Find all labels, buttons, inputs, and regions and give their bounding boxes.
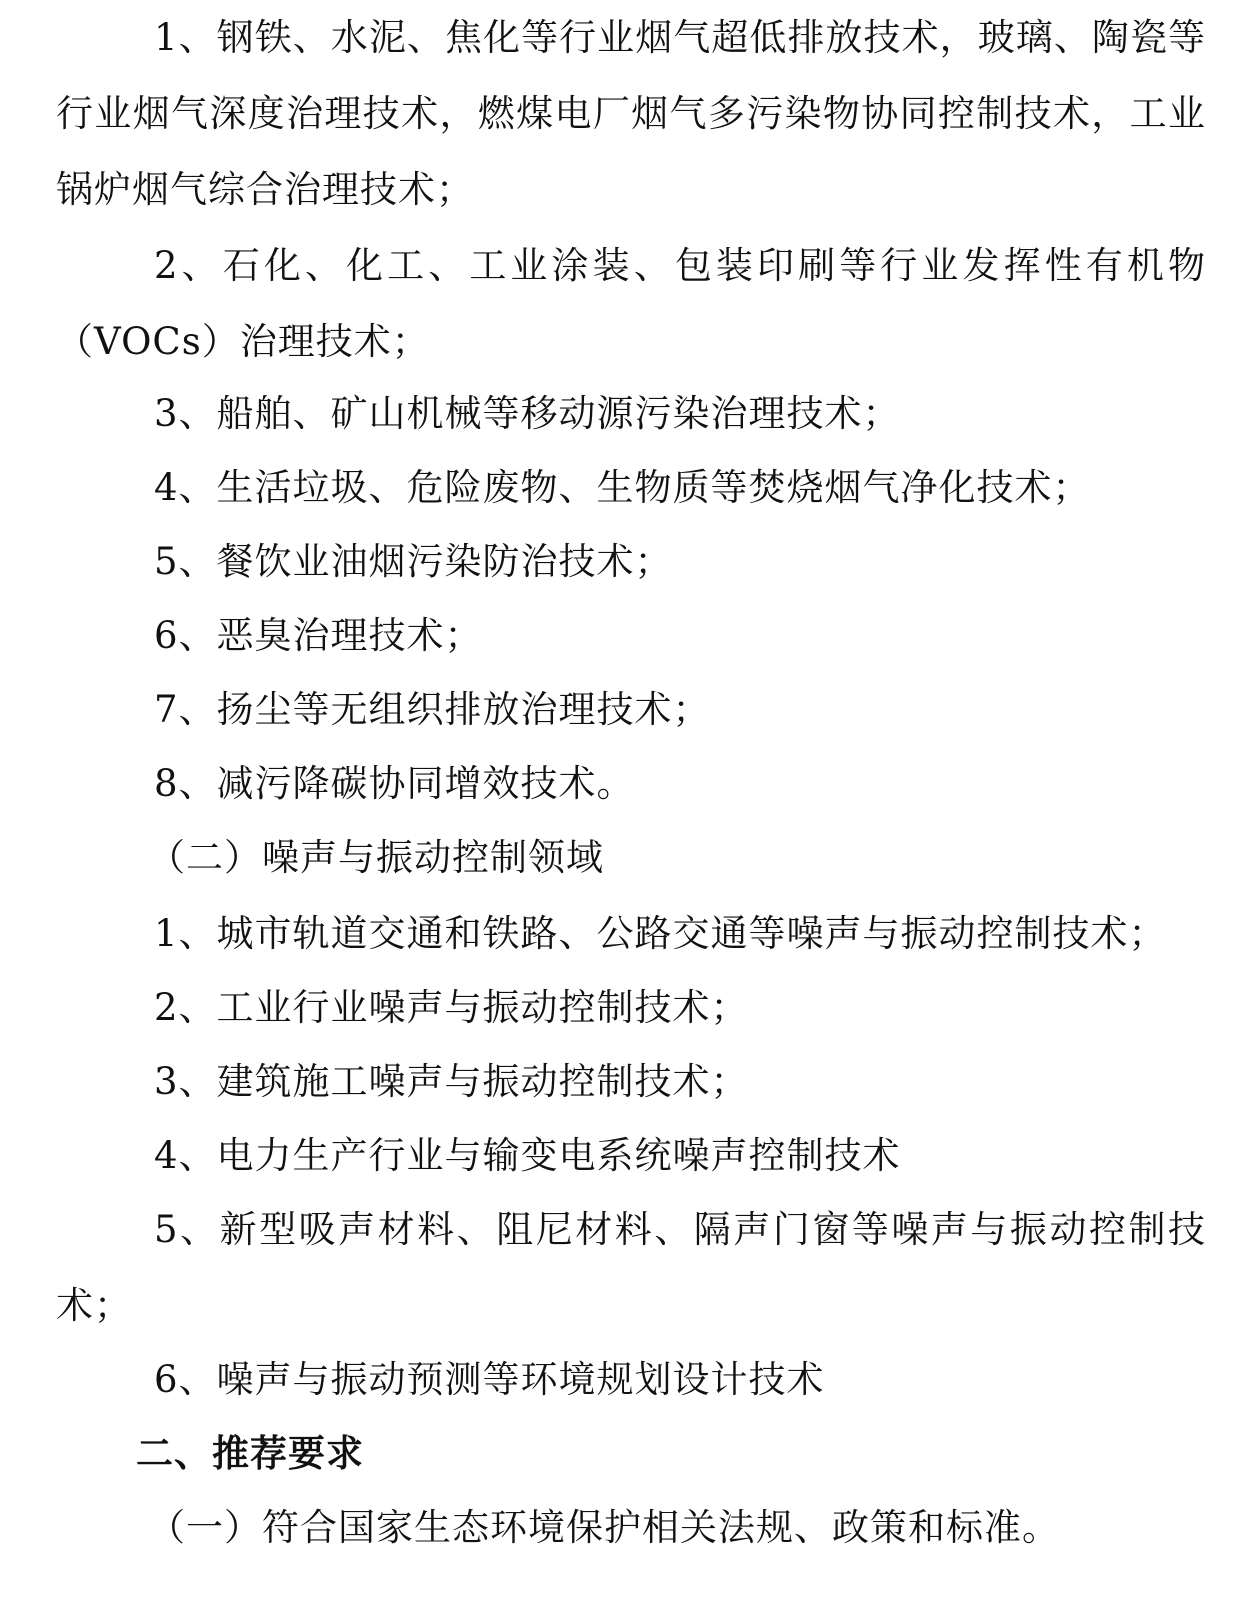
- paragraph-noise-5: 5、新型吸声材料、阻尼材料、隔声门窗等噪声与振动控制技术；: [56, 1208, 1206, 1327]
- paragraph-air-8: 8、减污降碳协同增效技术。: [154, 762, 635, 805]
- paragraph-air-1: 1、钢铁、水泥、焦化等行业烟气超低排放技术，玻璃、陶瓷等行业烟气深度治理技术，燃煤电厂烟气多污染物协同控制技术，工业锅炉烟气综合治理技术；: [56, 16, 1206, 211]
- paragraph-air-6: 6、恶臭治理技术；: [154, 614, 483, 657]
- paragraph-noise-4: 4、电力生产行业与输变电系统噪声控制技术: [154, 1134, 901, 1177]
- paragraph-air-7: 7、扬尘等无组织排放治理技术；: [154, 688, 711, 731]
- paragraph-air-2: 2、石化、化工、工业涂装、包装印刷等行业发挥性有机物（VOCs）治理技术；: [56, 244, 1206, 363]
- paragraph-air-5: 5、餐饮业油烟污染防治技术；: [154, 540, 673, 583]
- paragraph-air-3: 3、船舶、矿山机械等移动源污染治理技术；: [154, 392, 901, 435]
- paragraph-noise-2: 2、工业行业噪声与振动控制技术；: [154, 986, 749, 1029]
- section-heading-noise: （二）噪声与振动控制领域: [148, 836, 604, 879]
- paragraph-air-4: 4、生活垃圾、危险废物、生物质等焚烧烟气净化技术；: [154, 466, 1091, 509]
- paragraph-noise-1: 1、城市轨道交通和铁路、公路交通等噪声与振动控制技术；: [154, 912, 1167, 955]
- paragraph-requirement-1: （一）符合国家生态环境保护相关法规、政策和标准。: [148, 1506, 1060, 1549]
- paragraph-noise-6: 6、噪声与振动预测等环境规划设计技术: [154, 1358, 825, 1401]
- paragraph-noise-3: 3、建筑施工噪声与振动控制技术；: [154, 1060, 749, 1103]
- section-heading-recommendation: 二、推荐要求: [136, 1432, 364, 1475]
